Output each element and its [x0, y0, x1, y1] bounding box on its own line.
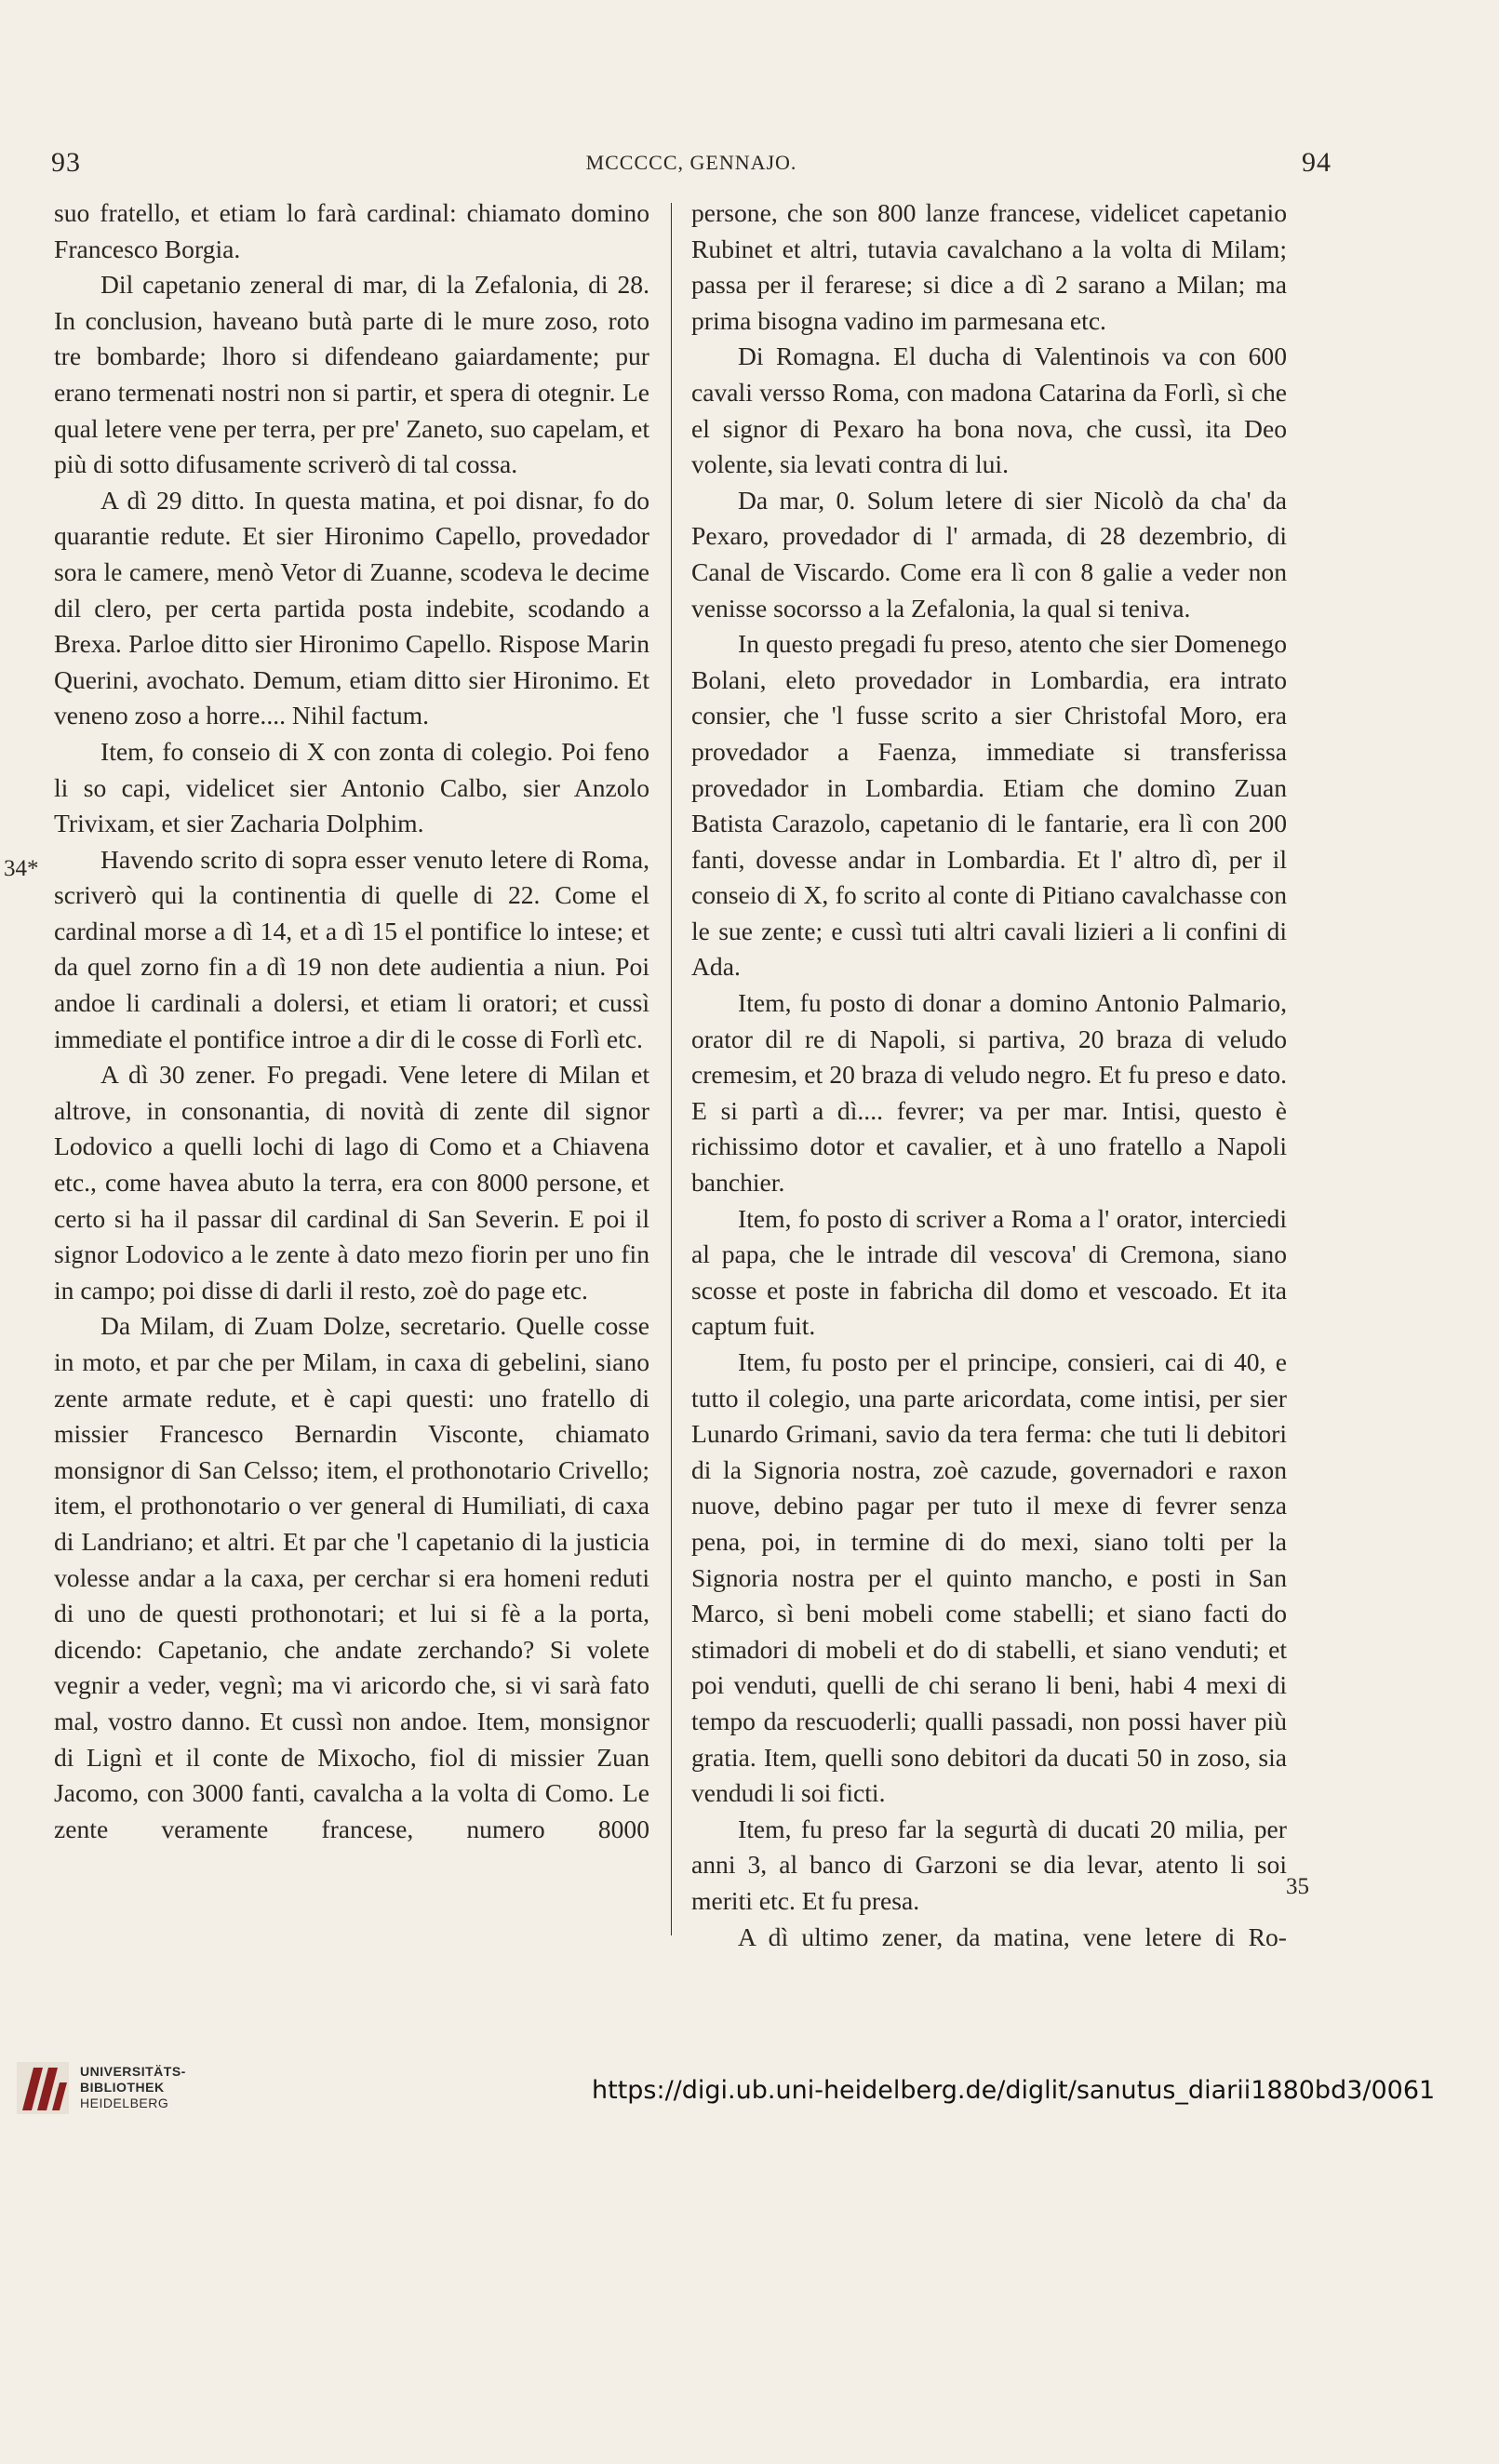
paragraph: In questo pregadi fu preso, atento che sier Domenego Bolani, eleto provedador in Lombardia, era intrato consier, che 'l fusse scrito a sier Christofal Moro, era provedador a Faenza, immediate si transferissa provedador in Lombardia. Etiam che domino Zuan Batista Carazolo, capetanio di le fantarie, era lì con 200 fanti, dovesse andar in Lombardia. Et l' altro dì, per il conseio di X, fo scrito al conte di Pitiano cavalchasse con le sue zente; e cussì tuti altri cavali lizieri a li confini di Ada. [691, 629, 1287, 982]
paragraph: Item, fu posto per el principe, consieri, cai di 40, e tutto il colegio, una parte aricordata, come intisi, per sier Lunardo Grimani, savio da tera ferma: che tuti li debitori di la Signoria nostra, zoè cazude, governadori e raxon nuove, debino pagar per tuto il mexe di fevrer senza pena, poi, in termine di do mexi, siano tolti per la Signoria nostra per el quinto mancho, e posti in San Marco, sì beni mobeli come stabelli; et siano facti do stimadori di mobeli et do di stabelli, et siano venduti; et poi venduti, quelli de chi serano li beni, habi 4 mexi di tempo da rescuoderli; qualli passadi, non possi haver più gratia. Item, quelli sono debitori da ducati 50 in zoso, sia vendudi li soi ficti. [691, 1347, 1287, 1808]
library-name-line: BIBLIOTHEK [80, 2080, 165, 2095]
margin-note-right: 35 [1286, 1874, 1309, 1899]
running-title: MCCCCC, GENNAJO. [585, 151, 797, 174]
paragraph: Da mar, 0. Solum letere di sier Nicolò da cha' da Pexaro, provedador di l' armada, di 28 dezembrio, di Canal de Viscardo. Come era lì con 8 galie a veder non venisse socorsso a la Zefalonia, la qual si teniva. [691, 485, 1287, 623]
margin-note-left: 34* [4, 856, 39, 881]
paragraph: A dì 30 zener. Fo pregadi. Vene letere di Milan et altrove, in consonantia, di novità di zente dil signor Lodovico a quelli lochi di lago di Como et a Chiavena etc., come havea abuto la terra, era con 8000 persone, et certo si ha il passar dil cardinal di San Severin. E poi il signor Lodovico a le zente à dato mezo fiorin per uno fin in campo; poi disse di darli il resto, zoè do page etc. [54, 1060, 649, 1305]
library-name [80, 2064, 186, 2111]
library-name-line: UNIVERSITÄTS- [80, 2064, 186, 2079]
paragraph: Item, fu posto di donar a domino Antonio Palmario, orator dil re di Napoli, si partiva, 20 braza di veludo cremesim, et 20 braza di veludo negro. Et fu preso e dato. E si partì a dì.... fevrer; va per mar. Intisi, questo è richissimo dotor et cavalier, et à uno fratello a Napoli banchier. [691, 988, 1287, 1198]
paragraph: A dì 29 ditto. In questa matina, et poi disnar, fo do quarantie redute. Et sier Hironimo Capello, provedador sora le camere, menò Vetor di Zuanne, scodeva le decime dil clero, per certa partida posta indebite, scodando a Brexa. Parloe ditto sier Hironimo Capello. Rispose Marin Querini, avochato. Demum, etiam ditto sier Hironimo. Et veneno zoso a horre.... Nihil factum. [54, 485, 649, 730]
source-url: https://digi.ub.uni-heidelberg.de/diglit/sanutus_diarii1880bd3/0061 [592, 2076, 1436, 2105]
library-logo [15, 2055, 192, 2131]
paragraph: Item, fu preso far la segurtà di ducati 20 milia, per anni 3, al banco di Garzoni se dia levar, atento li soi meriti etc. Et fu presa. [691, 1814, 1287, 1915]
column-divider [671, 203, 672, 1935]
paragraph: Havendo scrito di sopra esser venuto letere di Roma, scriverò qui la continentia di quelle di 22. Come el cardinal morse a dì 14, et a dì 15 el pontifice lo intese; et da quel zorno fin a dì 19 non dete audientia a niun. Poi andoe li cardinali a dolersi, et etiam li oratori; et cussì immediate el pontifice introe a dir di le cosse di Forlì etc. [54, 844, 649, 1053]
paragraph: Di Romagna. El ducha di Valentinois va con 600 cavali versso Roma, con madona Catarina da Forlì, sì che el signor di Pexaro ha bona nova, che cussì, ita Deo volente, sia levati contra di lui. [691, 341, 1287, 479]
page-number-left: 93 [51, 147, 81, 178]
paragraph: Item, fo posto di scriver a Roma a l' orator, interciedi al papa, che le intrade dil vescova' di Cremona, siano scosse et poste in fabricha dil domo et vescoado. Et ita captum fuit. [691, 1203, 1287, 1341]
paragraph: Dil capetanio zeneral di mar, di la Zefalonia, di 28. In conclusion, haveano butà parte di le mure zoso, roto tre bombarde; lhoro si difendeano gaiardamente; pur erano termenati nostri non si partir, et spera di otegnir. Le qual letere vene per terra, per pre' Zaneto, suo capelam, et più di sotto difusamente scriverò di tal cossa. [54, 270, 649, 479]
right-column [691, 195, 1287, 1955]
page-number-right: 94 [1302, 147, 1332, 178]
paragraph: A dì ultimo zener, da matina, vene letere di Ro- [738, 1922, 1287, 1951]
library-seal-icon [15, 2060, 71, 2116]
paragraph: suo fratello, et etiam lo farà cardinal: chiamato domino Francesco Borgia. [54, 198, 649, 263]
paragraph: persone, che son 800 lanze francese, videlicet capetanio Rubinet et altri, tutavia cavalchano a la volta di Milam; passa per il ferarese; si dice a dì 2 sarano a Milan; ma prima bisogna vadino im parmesana etc. [691, 198, 1287, 335]
paragraph: Item, fo conseio di X con zonta di colegio. Poi feno li so capi, videlicet sier Antonio Calbo, sier Anzolo Trivixam, et sier Zacharia Dolphim. [54, 736, 649, 838]
left-column [54, 195, 649, 1847]
running-header [51, 147, 1332, 184]
library-name-line: HEIDELBERG [80, 2096, 169, 2110]
paragraph: Da Milam, di Zuam Dolze, secretario. Quelle cosse in moto, et par che per Milam, in caxa di gebelini, siano zente armate redute, et è capi questi: uno fratello di missier Francesco Bernardin Visconte, chiamato monsignor di San Celsso; item, el prothonotario Crivello; item, el prothonotario o ver general di Humiliati, di caxa di Landriano; et altri. Et par che 'l capetanio di la justicia volesse andar a la caxa, per cerchar si era homeni reduti di uno de questi prothonotari; et lui si fè a la porta, dicendo: Capetanio, che andate zerchando? Si volete vegnir a veder, vegnì; ma vi aricordo che, si vi sarà fato mal, vostro danno. Et cussì non andoe. Item, monsignor di Lignì et il conte de Mixocho, fiol di missier Zuan Jacomo, con 3000 fanti, cavalcha a la volta di Como. Le zente veramente francese, numero 8000 [54, 1311, 649, 1843]
